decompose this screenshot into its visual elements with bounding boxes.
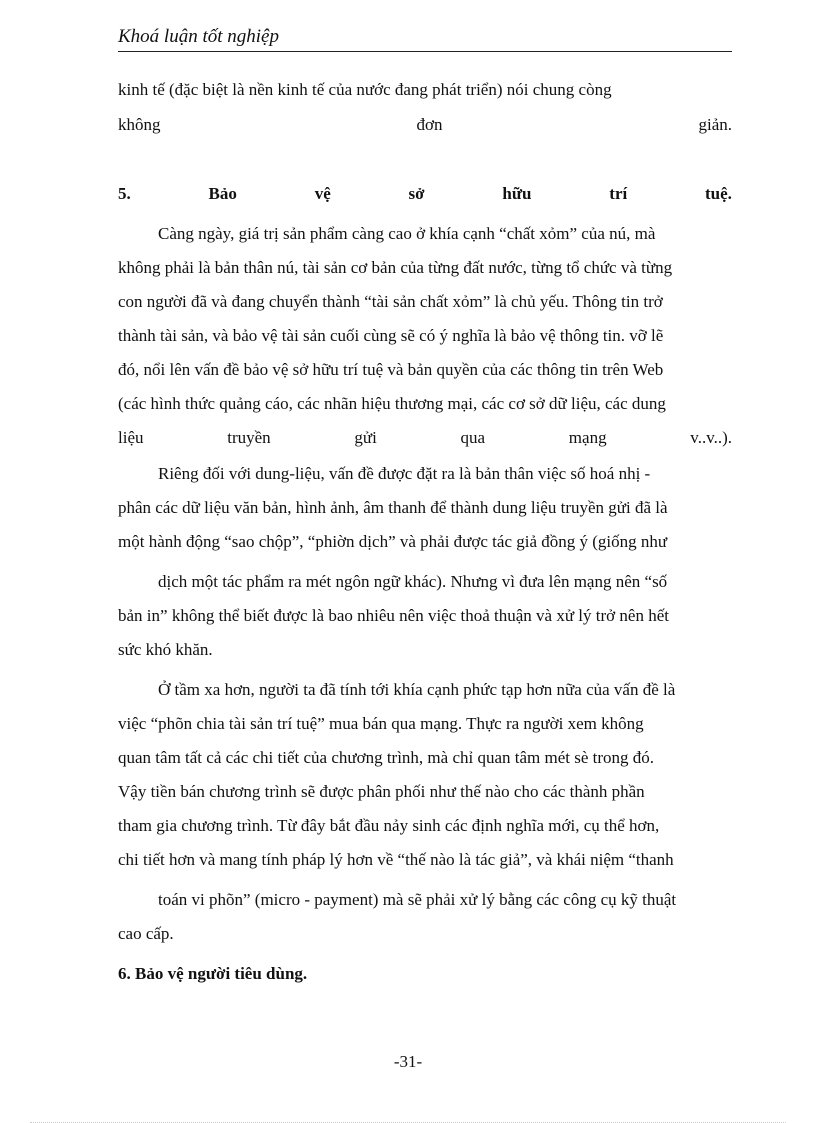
text-line: tham gia chương trình. Từ đây bắt đầu nảy sinh các định nghĩa mới, cụ thể hơn, (118, 816, 660, 835)
text-line: sức khó khăn. (118, 640, 213, 659)
text-line: quan tâm tất cả các chi tiết của chương trình, mà chỉ quan tâm mét sè trong đó. (118, 748, 655, 767)
text-line: cao cấp. (118, 924, 174, 943)
word: sở (408, 184, 425, 203)
text-line-justified (118, 113, 732, 137)
word: không (118, 115, 161, 134)
text-line: con người đã và đang chuyển thành “tài sản chất xỏm” là chủ yếu. Thông tin trở (118, 292, 663, 311)
text-line: toán vi phõn” (micro - payment) mà sẽ phải xử lý bằng các công cụ kỹ thuật (158, 890, 677, 909)
page-header: Khoá luận tốt nghiệp (118, 24, 732, 52)
text-line: đó, nổi lên vấn đề bảo vệ sở hữu trí tuệ và bản quyền của các thông tin trên Web (118, 360, 664, 379)
text-line: phân các dữ liệu văn bản, hình ảnh, âm thanh để thành dung liệu truyền gửi đã là (118, 498, 668, 517)
word: giản. (698, 115, 732, 134)
text-line: Vậy tiền bán chương trình sẽ được phân phối như thế nào cho các thành phần (118, 782, 645, 801)
word: v..v..). (690, 428, 732, 447)
text-line: kinh tế (đặc biệt là nền kinh tế của nước đang phát triển) nói chung còng (118, 80, 612, 99)
text-line: bản in” không thể biết được là bao nhiêu nên việc thoả thuận và xử lý trở nên hết (118, 606, 669, 625)
word: hữu (502, 184, 532, 203)
word: mạng (568, 428, 607, 447)
word: Bảo (208, 184, 237, 203)
word: qua (460, 428, 486, 447)
section-heading-6: 6. Bảo vệ người tiêu dùng. (118, 964, 308, 983)
text-line: Riêng đối với dung-liệu, vấn đề được đặt ra là bản thân việc số hoá nhị - (158, 464, 651, 483)
text-line: dịch một tác phẩm ra mét ngôn ngữ khác). Nhưng vì đưa lên mạng nên “số (158, 572, 668, 591)
word: trí (609, 184, 628, 203)
text-line: không phải là bản thân nú, tài sản cơ bản của từng đất nước, từng tổ chức và từng (118, 258, 673, 277)
text-line: chi tiết hơn và mang tính pháp lý hơn về “thế nào là tác giả”, và khái niệm “thanh (118, 850, 674, 869)
word: vệ (314, 184, 331, 203)
text-line: một hành động “sao chộp”, “phiờn dịch” và phải được tác giả đồng ý (giống như (118, 532, 668, 551)
text-line: việc “phõn chia tài sản trí tuệ” mua bán qua mạng. Thực ra người xem không (118, 714, 644, 733)
text-line: Càng ngày, giá trị sản phẩm càng cao ở khía cạnh “chất xỏm” của nú, mà (158, 224, 656, 243)
word: tuệ. (705, 184, 732, 203)
text-line: thành tài sản, và bảo vệ tài sản cuối cùng sẽ có ý nghĩa là bảo vệ thông tin. vỡ lẽ (118, 326, 664, 345)
word: gửi (354, 428, 377, 447)
text-line: (các hình thức quảng cáo, các nhãn hiệu thương mại, các cơ sở dữ liệu, các dung (118, 394, 666, 413)
page-number: -31- (393, 1052, 423, 1071)
word: liệu (118, 428, 144, 447)
section-heading-5 (118, 182, 732, 206)
text-line: Ở tầm xa hơn, người ta đã tính tới khía cạnh phức tạp hơn nữa của vấn đề là (158, 680, 676, 699)
text-line-justified (118, 426, 732, 450)
word: đơn (416, 115, 443, 134)
word: truyền (227, 428, 271, 447)
word: 5. (118, 184, 131, 203)
